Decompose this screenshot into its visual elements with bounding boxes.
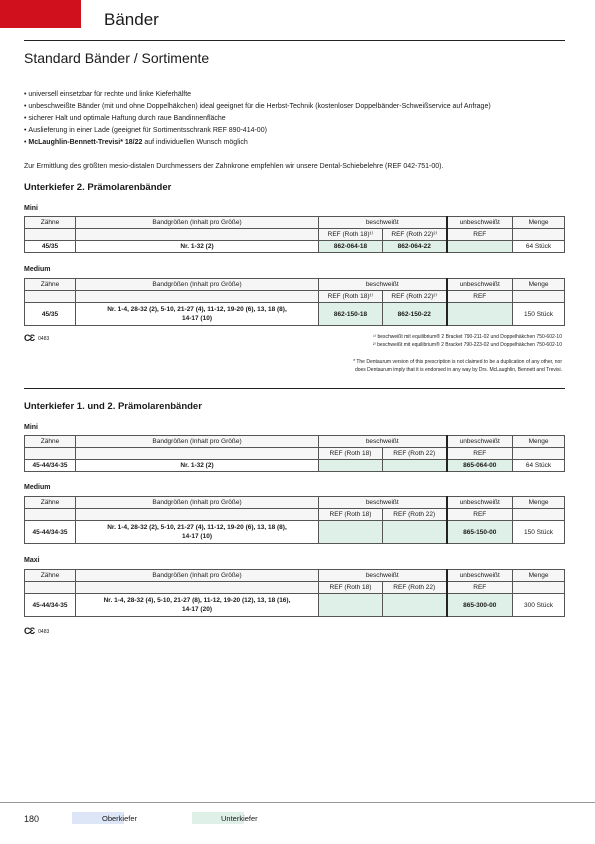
measurement-note: Zur Ermittlung des größten mesio-distalen Durchmessers der Zahnkrone empfehlen wir unsere Dental-Schiebelehre (REF 042-751-00).: [24, 163, 444, 170]
table-subheader-row: [25, 582, 565, 594]
col-beschweisst: beschweißt: [319, 279, 447, 291]
cell-roth18: [319, 594, 383, 617]
footnote-2: ²⁾ beschweißt mit equilibrium® 2 Bracket 790-223-02 und Doppelhäkchen 750-602-10: [372, 342, 562, 348]
ce-mark: CƐ 0483: [24, 333, 50, 343]
footnotes: [373, 333, 562, 349]
page-title: Standard Bänder / Sortimente: [24, 50, 210, 66]
col-unbeschweisst: unbeschweißt: [447, 436, 513, 448]
table-s2-maxi: [24, 569, 565, 617]
col-ref: REF: [447, 229, 513, 241]
cell-zaehne: 45/35: [25, 241, 76, 253]
disclaimer: [353, 358, 562, 374]
cell-roth22: 862-150-22: [383, 303, 447, 326]
col-ref-roth18: REF (Roth 18): [319, 582, 383, 594]
col-bandgroessen: Bandgrößen (Inhalt pro Größe): [76, 217, 319, 229]
cell-roth22: 862-064-22: [383, 241, 447, 253]
section-title: Unterkiefer 1. und 2. Prämolarenbänder: [24, 401, 202, 412]
table-header-row: [25, 217, 565, 229]
cell-groessen-line: 14-17 (10): [182, 533, 212, 540]
cell-unbeschweisst: 865-064-00: [447, 460, 513, 472]
cell-roth18: [319, 460, 383, 472]
table-header-row: [25, 497, 565, 509]
col-ref-roth18: REF (Roth 18)¹⁾: [319, 291, 383, 303]
col-beschweisst: beschweißt: [319, 436, 447, 448]
col-ref-roth22: REF (Roth 22): [383, 448, 447, 460]
col-unbeschweisst: unbeschweißt: [447, 497, 513, 509]
ce-mark: CƐ 0483: [24, 626, 50, 636]
cell-groessen-line: Nr. 1-4, 28-32 (4), 5-10, 21-27 (8), 11-12, 19-20 (12), 13, 18 (16),: [103, 597, 291, 604]
col-ref-roth18: REF (Roth 18): [319, 509, 383, 521]
cell-roth18: 862-064-18: [319, 241, 383, 253]
col-menge: Menge: [513, 279, 565, 291]
cell-menge: 150 Stück: [513, 303, 565, 326]
table-row: [25, 303, 565, 326]
feature-list: [24, 89, 569, 149]
col-zaehne: Zähne: [25, 436, 76, 448]
table-row: [25, 521, 565, 544]
cell-menge: 150 Stück: [513, 521, 565, 544]
cell-roth22: [383, 594, 447, 617]
cell-zaehne: 45-44/34-35: [25, 594, 76, 617]
table-s1-mini: [24, 216, 565, 253]
col-ref: REF: [447, 509, 513, 521]
cell-zaehne: 45/35: [25, 303, 76, 326]
table-subheader-row: [25, 229, 565, 241]
header-divider: [24, 40, 565, 41]
chapter-color-tab: [0, 0, 81, 28]
page-number: 180: [24, 814, 40, 824]
col-menge: Menge: [513, 570, 565, 582]
col-bandgroessen: Bandgrößen (Inhalt pro Größe): [76, 436, 319, 448]
cell-roth22: [383, 460, 447, 472]
col-ref-roth18: REF (Roth 18): [319, 448, 383, 460]
cell-groessen-line: 14-17 (10): [182, 315, 212, 322]
section-title: Unterkiefer 2. Prämolarenbänder: [24, 182, 172, 193]
cell-roth18: [319, 521, 383, 544]
col-ref-roth22: REF (Roth 22)²⁾: [383, 291, 447, 303]
cell-menge: 64 Stück: [513, 460, 565, 472]
cell-unbeschweisst: [447, 303, 513, 326]
cell-unbeschweisst: 865-150-00: [447, 521, 513, 544]
col-beschweisst: beschweißt: [319, 497, 447, 509]
col-beschweisst: beschweißt: [319, 217, 447, 229]
cell-groessen-line: Nr. 1-4, 28-32 (2), 5-10, 21-27 (4), 11-12, 19-20 (6), 13, 18 (8),: [107, 306, 287, 313]
col-unbeschweisst: unbeschweißt: [447, 570, 513, 582]
col-ref-roth18: REF (Roth 18)¹⁾: [319, 229, 383, 241]
col-ref-roth22: REF (Roth 22): [383, 582, 447, 594]
size-label-medium: Medium: [24, 266, 51, 273]
section-divider: [24, 388, 565, 389]
footnote-1: ¹⁾ beschweißt mit equilibrium® 2 Bracket 790-211-02 und Doppelhäkchen 750-602-10: [373, 334, 562, 340]
table-row: [25, 460, 565, 472]
cell-groessen: [76, 303, 319, 326]
feature-item-text: auf individuellen Wunsch möglich: [142, 139, 248, 146]
col-menge: Menge: [513, 436, 565, 448]
col-ref: REF: [447, 448, 513, 460]
cell-unbeschweisst: 865-300-00: [447, 594, 513, 617]
cell-roth18: 862-150-18: [319, 303, 383, 326]
table-header-row: [25, 570, 565, 582]
col-unbeschweisst: unbeschweißt: [447, 217, 513, 229]
cell-groessen-line: Nr. 1-4, 28-32 (2), 5-10, 21-27 (4), 11-12, 19-20 (6), 13, 18 (8),: [107, 524, 287, 531]
col-menge: Menge: [513, 497, 565, 509]
cell-groessen: Nr. 1-32 (2): [76, 460, 319, 472]
footer-divider: [0, 802, 595, 803]
cell-menge: 300 Stück: [513, 594, 565, 617]
col-bandgroessen: Bandgrößen (Inhalt pro Größe): [76, 570, 319, 582]
feature-item-bold: McLaughlin-Bennett-Trevisi* 18/22: [28, 139, 143, 146]
feature-item: • universell einsetzbar für rechte und linke Kieferhälfte: [24, 89, 569, 101]
col-bandgroessen: Bandgrößen (Inhalt pro Größe): [76, 497, 319, 509]
col-bandgroessen: Bandgrößen (Inhalt pro Größe): [76, 279, 319, 291]
size-label-mini: Mini: [24, 424, 38, 431]
table-subheader-row: [25, 509, 565, 521]
ce-number: 0483: [38, 628, 50, 635]
cell-roth22: [383, 521, 447, 544]
table-header-row: [25, 279, 565, 291]
cell-menge: 64 Stück: [513, 241, 565, 253]
disclaimer-line: * The Dentaurum version of this prescription is not claimed to be a duplication of any other, nor: [353, 359, 562, 365]
feature-item: [24, 137, 569, 149]
size-label-mini: Mini: [24, 205, 38, 212]
table-subheader-row: [25, 448, 565, 460]
col-ref: REF: [447, 582, 513, 594]
ce-number: 0483: [38, 335, 50, 342]
legend-label-oberkiefer: Oberkiefer: [102, 814, 138, 823]
table-s2-medium: [24, 496, 565, 544]
col-zaehne: Zähne: [25, 217, 76, 229]
cell-zaehne: 45-44/34-35: [25, 521, 76, 544]
col-zaehne: Zähne: [25, 570, 76, 582]
feature-item: • Auslieferung in einer Lade (geeignet für Sortimentsschrank REF 890-414-00): [24, 125, 569, 137]
size-label-maxi: Maxi: [24, 557, 40, 564]
feature-item: • unbeschweißte Bänder (mit und ohne Doppelhäkchen) ideal geeignet für die Herbst-Technik (kostenloser Doppelbänder-Schweißservice auf Anfrage): [24, 101, 569, 113]
chapter-title: Bänder: [104, 10, 159, 29]
col-unbeschweisst: unbeschweißt: [447, 279, 513, 291]
col-zaehne: Zähne: [25, 279, 76, 291]
table-row: [25, 241, 565, 253]
cell-groessen: Nr. 1-32 (2): [76, 241, 319, 253]
cell-groessen: [76, 521, 319, 544]
col-ref-roth22: REF (Roth 22): [383, 509, 447, 521]
cell-zaehne: 45-44/34-35: [25, 460, 76, 472]
legend-label-unterkiefer: Unterkiefer: [221, 814, 258, 823]
col-ref-roth22: REF (Roth 22)²⁾: [383, 229, 447, 241]
col-menge: Menge: [513, 217, 565, 229]
col-ref: REF: [447, 291, 513, 303]
size-label-medium: Medium: [24, 484, 51, 491]
disclaimer-line: does Dentaurum imply that it is endorsed in any way by Drs. McLaughlin, Bennett and Trevisi.: [354, 367, 562, 373]
col-zaehne: Zähne: [25, 497, 76, 509]
table-subheader-row: [25, 291, 565, 303]
col-beschweisst: beschweißt: [319, 570, 447, 582]
table-s2-mini: [24, 435, 565, 472]
table-header-row: [25, 436, 565, 448]
cell-unbeschweisst: [447, 241, 513, 253]
feature-item: • sicherer Halt und optimale Haftung durch raue Bandinnenfläche: [24, 113, 569, 125]
table-row: [25, 594, 565, 617]
cell-groessen: [76, 594, 319, 617]
cell-groessen-line: 14-17 (20): [182, 606, 212, 613]
table-s1-medium: [24, 278, 565, 326]
